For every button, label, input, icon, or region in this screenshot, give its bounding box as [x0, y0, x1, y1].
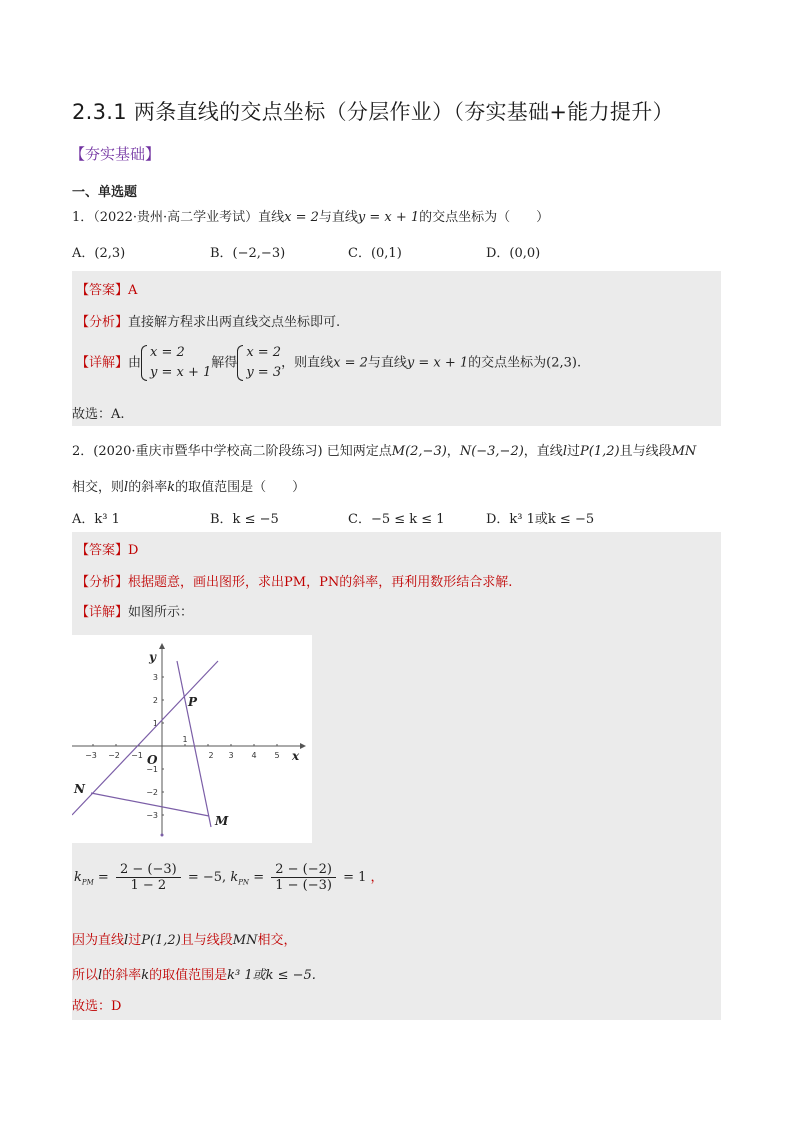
sys1-line-a: x = 2	[150, 345, 185, 360]
analysis-text: 直接解方程求出两直线交点坐标即可.	[128, 315, 341, 330]
kpn-fraction	[271, 862, 336, 893]
detail-text: 如图所示：	[128, 605, 194, 620]
page-title: 2.3.1 两条直线的交点坐标（分层作业）（夯实基础+能力提升）	[72, 100, 674, 124]
so-k: k	[141, 968, 150, 983]
line-through-p-and-n	[72, 661, 218, 815]
question-2-line-2	[72, 476, 305, 495]
x-axis-label: x	[292, 749, 300, 763]
q1-analysis	[76, 311, 340, 330]
q1-option-b: B．(−2,−3)	[210, 246, 286, 261]
so-line	[72, 964, 316, 983]
x-tick-label: 5	[274, 751, 280, 760]
q2-line-l: l	[562, 444, 567, 459]
q1-eq2: y = x + 1	[357, 210, 420, 225]
because-d: 相交，	[257, 933, 297, 948]
q2-line-l-2: l	[124, 480, 129, 495]
y-axis-label: y	[149, 650, 156, 664]
q1-option-a: A．(2,3)	[72, 246, 126, 261]
answer-tag: 【答案】	[76, 543, 129, 558]
x-tick-label: 3	[228, 751, 234, 760]
x-tick-label: −2	[108, 751, 120, 760]
kpn-sub: PN	[238, 878, 250, 887]
q2-point-p: P(1,2)	[580, 444, 620, 459]
q2-option-c: C．−5 ≤ k ≤ 1	[348, 512, 445, 527]
coordinate-figure	[72, 635, 312, 843]
kpn-value: = 1	[343, 870, 367, 885]
q2-text-e: 相交，则	[72, 480, 125, 495]
q2-answer	[76, 539, 138, 558]
analysis-tag: 【分析】	[76, 315, 129, 330]
because-mn: MN	[232, 933, 258, 948]
question-2-line-1	[72, 440, 696, 459]
kpm-k: k	[74, 870, 82, 885]
q2-text-g: 的取值范围是（ ）	[175, 480, 306, 495]
q2-detail	[76, 601, 193, 620]
x-tick-label: −1	[131, 751, 143, 760]
q1-mid: 与直线	[318, 210, 358, 225]
q2-analysis	[76, 571, 512, 590]
q1-detail	[76, 343, 581, 383]
y-tick-label: −2	[146, 788, 158, 797]
so-l: l	[98, 968, 103, 983]
kpn-k: k	[230, 870, 239, 885]
y-tick-label: −1	[146, 765, 158, 774]
q2-point-m: M(2,−3)	[391, 444, 447, 459]
question-1	[72, 206, 549, 225]
because-a: 因为直线	[72, 933, 125, 948]
q2-text-c: 过	[566, 444, 580, 459]
answer-tag: 【答案】	[76, 283, 129, 298]
y-tick-label: 1	[152, 719, 158, 728]
so-c: 的取值范围是	[149, 968, 228, 983]
detail-post1: ，则直线	[281, 355, 334, 371]
so-a: 所以	[72, 968, 99, 983]
because-line	[72, 929, 297, 948]
kpm-sub: PM	[81, 878, 94, 887]
y-axis-endpoint	[161, 834, 164, 837]
q2-segment-mn: MN	[671, 444, 697, 459]
coordinate-svg	[72, 635, 312, 843]
q2-slope-k: k	[167, 480, 176, 495]
detail-point: (2,3)	[546, 355, 577, 371]
q2-option-a: A．k³ 1	[72, 512, 120, 527]
point-p-label: P	[188, 695, 198, 709]
q2-point-n: N(−3,−2)	[459, 444, 524, 459]
q2-option-d: D．k³ 1或k ≤ −5	[486, 512, 595, 527]
detail-post3: 的交点坐标为	[468, 355, 547, 371]
q2-sep: ，	[446, 444, 460, 459]
q2-choice: 故选：D	[72, 999, 122, 1014]
origin-label: O	[147, 753, 158, 767]
q1-option-c: C．(0,1)	[348, 246, 402, 261]
so-b: 的斜率	[102, 968, 142, 983]
sys2-line-b: y = 3	[246, 365, 282, 380]
kpm-fraction	[116, 862, 181, 893]
detail-eq2: y = x + 1	[406, 355, 469, 371]
kpn-denominator: 1 − (−3)	[275, 878, 332, 893]
detail-tag: 【详解】	[76, 355, 129, 371]
detail-mid: 解得	[211, 355, 238, 371]
so-range: k³ 1或k ≤ −5.	[227, 968, 316, 983]
detail-eq1: x = 2	[333, 355, 368, 371]
detail-tag: 【详解】	[76, 605, 129, 620]
x-tick-label: 2	[208, 751, 214, 760]
q2-text-b: ，直线	[523, 444, 563, 459]
section-label: 【夯实基础】	[70, 145, 161, 163]
analysis-text: 根据题意，画出图形，求出PM，PN的斜率，再利用数形结合求解.	[128, 575, 513, 590]
analysis-tag: 【分析】	[76, 575, 129, 590]
x-tick-label: 4	[251, 751, 257, 760]
q1-prefix: 1．（2022·贵州·高二学业考试）直线	[72, 210, 285, 225]
detail-end: .	[577, 355, 582, 371]
detail-pre: 由	[128, 355, 142, 371]
y-tick-label: 2	[152, 696, 158, 705]
because-l: l	[124, 933, 129, 948]
q2-option-b: B．k ≤ −5	[210, 512, 279, 527]
part-heading: 一、单选题	[72, 185, 138, 200]
kpm-numerator: 2 − (−3)	[116, 862, 181, 878]
q1-choice: 故选：A.	[72, 407, 125, 422]
kpm-denominator: 1 − 2	[130, 878, 167, 893]
point-n-label: N	[74, 782, 85, 796]
slope-computation: $k_{PM}$ = $\frac{2 - (-3)}{1 - 2}$ = −5, $k_{PN}$ = $\frac{2 - (-2)}{1 - (-3)}$ = 1 ，	[74, 862, 384, 893]
y-tick-label: −3	[146, 811, 158, 820]
answer-value: A	[128, 283, 138, 298]
answer-value: D	[128, 543, 139, 558]
q1-eq1: x = 2	[284, 210, 319, 225]
because-b: 过	[128, 933, 142, 948]
x-tick-label: 1	[182, 735, 188, 744]
q2-text-a: 2．(2020·重庆市暨华中学校高二阶段练习) 已知两定点	[72, 444, 392, 459]
q1-answer	[76, 279, 137, 298]
because-p: P(1,2)	[141, 933, 181, 948]
q1-suffix: 的交点坐标为（ ）	[419, 210, 550, 225]
equation-system-1	[141, 343, 211, 383]
x-axis-arrow	[300, 743, 306, 749]
point-m-label: M	[215, 814, 229, 828]
y-axis-arrow	[159, 643, 165, 649]
sys1-line-b: y = x + 1	[150, 365, 212, 380]
because-c: 且与线段	[180, 933, 233, 948]
q1-option-d: D．(0,0)	[486, 246, 541, 261]
y-tick-label: 3	[152, 673, 158, 682]
kpn-comma: ，	[370, 870, 384, 885]
kpm-value: = −5,	[187, 870, 227, 885]
q2-text-d: 且与线段	[619, 444, 672, 459]
kpn-numerator: 2 − (−2)	[271, 862, 336, 878]
x-tick-label: −3	[85, 751, 97, 760]
q2-text-f: 的斜率	[128, 480, 168, 495]
sys2-line-a: x = 2	[246, 345, 282, 360]
equation-system-2	[237, 343, 281, 383]
detail-post2: 与直线	[367, 355, 407, 371]
